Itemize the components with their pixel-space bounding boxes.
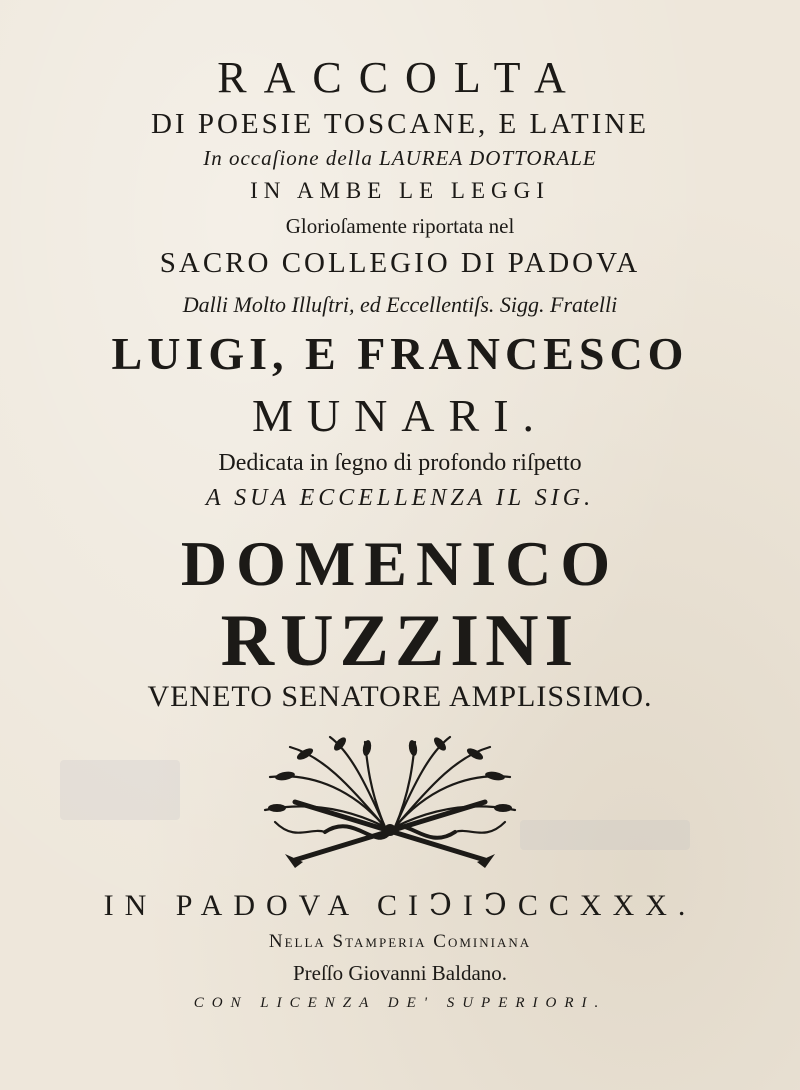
senatore-line: VENETO SENATORE AMPLISSIMO. (147, 680, 653, 713)
dedication-line: Dedicata in ſegno di profondo riſpetto (218, 450, 582, 476)
imprint-printer: Preſſo Giovanni Baldano. (292, 961, 508, 985)
dedicatee-surname: RUZZINI (220, 600, 580, 682)
names-line: LUIGI, E FRANCESCO (111, 328, 689, 379)
imprint-press: Nella Stamperia Cominiana (268, 931, 532, 952)
bleed-through-shadow (60, 760, 180, 820)
imprint-license: CON LICENZA DE' SUPERIORI. (193, 995, 607, 1011)
floral-vignette-icon (255, 732, 525, 872)
fratelli-line: Dalli Molto Illuſtri, ed Eccellentiſs. Sigg. Fratelli (182, 292, 618, 317)
title-raccolta: RACCOLTA (217, 53, 583, 102)
eccellenza-line: A SUA ECCELLENZA IL SIG. (205, 485, 595, 511)
collegio-line: SACRO COLLEGIO DI PADOVA (159, 247, 641, 279)
occasion-line: In occaſione della LAUREA DOTTORALE (203, 146, 597, 170)
imprint-place-date: IN PADOVA CIↃIↃCCXXX. (103, 889, 697, 922)
dedicatee-first-name: DOMENICO (180, 528, 620, 599)
riportata-line: Glorioſamente riportata nel (285, 214, 515, 238)
surname-line: MUNARI. (251, 390, 549, 441)
leggi-line: IN AMBE LE LEGGI (250, 178, 550, 203)
bleed-through-shadow (520, 820, 690, 850)
subtitle-poesie: DI POESIE TOSCANE, E LATINE (150, 108, 649, 140)
